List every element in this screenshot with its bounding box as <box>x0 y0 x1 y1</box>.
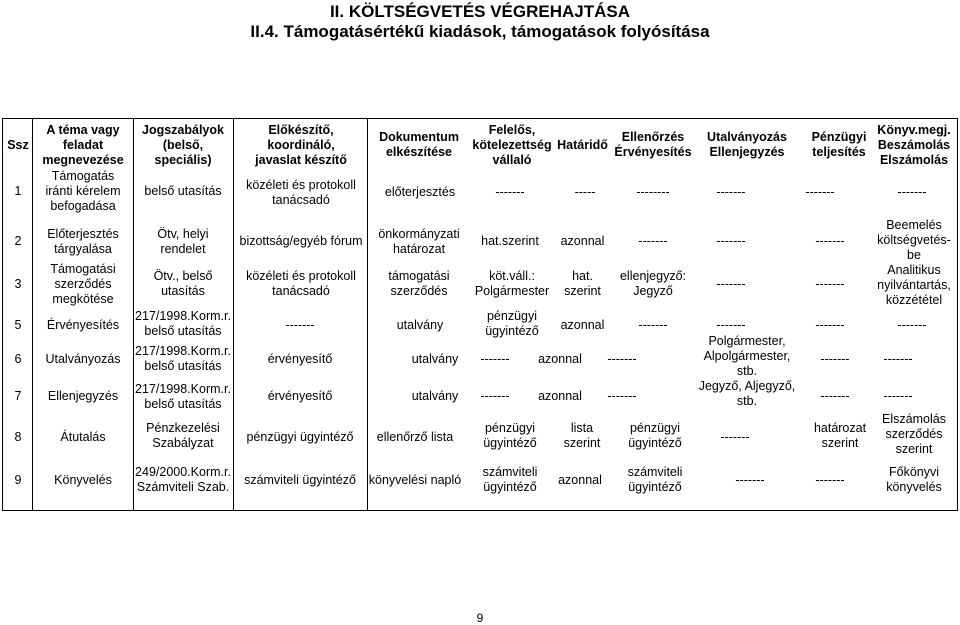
payment-cell: ------- <box>815 277 845 291</box>
responsible-cell: ------- <box>480 389 510 403</box>
responsible-cell: pénzügyi ügyintéző <box>485 309 539 338</box>
book-cell: Elszámolás szerződés szerint <box>882 412 946 456</box>
deadline-cell: azonnal <box>538 352 582 366</box>
responsible-cell: ------- <box>480 352 510 366</box>
document-cell: önkormányzati határozat <box>378 227 460 256</box>
book-cell: Beemelés költségvetés- be Analitikus nyilvántartás, közzététel <box>877 218 951 307</box>
preparer-cell: közéleti és protokoll tanácsadó <box>246 269 356 298</box>
header-hatarido: Határidő <box>557 138 608 152</box>
deadline-cell: azonnal <box>560 318 605 332</box>
header-jogszabalyok: Jogszabályok (belső, speciális) <box>142 123 224 167</box>
check-cell: ------- <box>638 234 668 248</box>
deadline-cell: lista szerint <box>563 421 601 450</box>
responsible-cell: hat.szerint <box>481 234 539 248</box>
task-name: Utalványozás <box>45 352 121 366</box>
payment-cell: ------- <box>815 318 845 332</box>
task-name: Könyvelés <box>54 473 112 487</box>
header-penzugyi: Pénzügyi teljesítés <box>811 130 867 159</box>
preparer-cell: közéleti és protokoll tanácsadó <box>246 178 356 207</box>
responsible-cell: ------- <box>495 185 525 199</box>
task-name: Ellenjegyzés <box>47 389 119 403</box>
document-cell: utalvány <box>411 389 459 403</box>
row-number: 3 <box>14 277 22 291</box>
book-cell: ------- <box>897 318 927 332</box>
row-number: 1 <box>14 184 22 198</box>
payment-cell: ------- <box>815 234 845 248</box>
grid-line <box>32 118 33 511</box>
law-cell: Ötv, helyi rendelet <box>157 227 209 256</box>
book-cell: ------- <box>883 389 913 403</box>
law-cell: Pénzkezelési Szabályzat <box>146 421 220 450</box>
header-ellenorzes: Ellenőrzés Érvényesítés <box>614 130 692 159</box>
task-name: Támogatási szerződés megkötése <box>50 262 116 306</box>
law-cell: 217/1998.Korm.r. belső utasítás <box>135 344 231 373</box>
row-number: 2 <box>14 234 22 248</box>
order-cell: ------- <box>716 277 746 291</box>
header-konyv: Könyv.megj. Beszámolás Elszámolás <box>877 123 951 167</box>
payment-cell: ------- <box>820 389 850 403</box>
grid-line <box>2 118 958 119</box>
law-cell: 249/2000.Korm.r. Számviteli Szab. <box>135 465 231 494</box>
law-cell: Ötv., belső utasítás <box>153 269 213 298</box>
task-name: Érvényesítés <box>46 318 120 332</box>
law-cell: belső utasítás <box>144 184 222 198</box>
book-cell: ------- <box>897 185 927 199</box>
grid-line <box>367 118 368 511</box>
header-felelos: Felelős, kötelezettség vállaló <box>472 123 552 167</box>
document-cell: utalvány <box>396 318 444 332</box>
deadline-cell: azonnal <box>558 473 602 487</box>
task-name: Átutalás <box>60 430 106 444</box>
row-number: 8 <box>14 430 22 444</box>
preparer-cell: bizottság/egyéb fórum <box>239 234 363 248</box>
row-number: 6 <box>14 352 22 366</box>
document-cell: ellenőrző lista <box>376 430 454 444</box>
book-cell: ------- <box>883 352 913 366</box>
grid-line <box>2 118 3 511</box>
preparer-cell: érvényesítő <box>267 352 333 366</box>
header-utalvanyozas: Utalványozás Ellenjegyzés <box>707 130 787 159</box>
order-cell: Polgármester, Alpolgármester, stb. Jegyző, Aljegyző, stb. <box>698 334 796 408</box>
grid-line <box>233 118 234 511</box>
document-cell: utalvány <box>411 352 459 366</box>
page-number: 9 <box>476 611 484 625</box>
preparer-cell: érvényesítő <box>267 389 333 403</box>
deadline-cell: ----- <box>574 185 596 199</box>
payment-cell: ------- <box>815 473 845 487</box>
check-cell: ------- <box>607 352 637 366</box>
payment-cell: ------- <box>805 185 835 199</box>
check-cell: ------- <box>638 318 668 332</box>
check-cell: pénzügyi ügyintéző <box>628 421 682 450</box>
document-cell: előterjesztés <box>384 185 456 199</box>
law-cell: 217/1998.Korm.r. belső utasítás <box>135 382 231 411</box>
book-cell: Főkönyvi könyvelés <box>886 465 942 494</box>
law-cell: 217/1998.Korm.r. belső utasítás <box>135 309 231 338</box>
check-cell: számviteli ügyintéző <box>627 465 683 494</box>
deadline-cell: hat. szerint <box>564 269 601 298</box>
deadline-cell: azonnal <box>538 389 582 403</box>
payment-cell: ------- <box>820 352 850 366</box>
grid-line <box>2 510 958 511</box>
order-cell: ------- <box>735 473 765 487</box>
task-name: Támogatás iránti kérelem befogadása <box>45 169 121 213</box>
responsible-cell: számviteli ügyintéző <box>482 465 538 494</box>
check-cell: ------- <box>607 389 637 403</box>
preparer-cell: pénzügyi ügyintéző <box>246 430 354 444</box>
header-elokeszito: Előkészítő, koordináló, javaslat készítő <box>255 123 347 167</box>
header-dokumentum: Dokumentum elkészítése <box>379 130 459 159</box>
order-cell: ------- <box>720 430 750 444</box>
deadline-cell: azonnal <box>560 234 605 248</box>
row-number: 7 <box>14 389 22 403</box>
row-number: 9 <box>14 473 22 487</box>
page-title: II. KÖLTSÉGVETÉS VÉGREHAJTÁSA <box>329 2 631 21</box>
document-cell: könyvelési napló <box>368 473 462 487</box>
document-cell: támogatási szerződés <box>388 269 450 298</box>
header-feladat: A téma vagy feladat megnevezése <box>42 123 124 167</box>
order-cell: ------- <box>716 318 746 332</box>
responsible-cell: köt.váll.: Polgármester <box>474 269 550 298</box>
row-number: 5 <box>14 318 22 332</box>
header-ssz: Ssz <box>7 138 29 152</box>
preparer-cell: ------- <box>285 318 315 332</box>
preparer-cell: számviteli ügyintéző <box>244 473 356 487</box>
check-cell: -------- <box>636 185 670 199</box>
order-cell: ------- <box>716 185 746 199</box>
payment-cell: határozat szerint <box>813 421 867 450</box>
task-name: Előterjesztés tárgyalása <box>47 227 119 256</box>
order-cell: ------- <box>716 234 746 248</box>
check-cell: ellenjegyző: Jegyző <box>619 269 686 298</box>
responsible-cell: pénzügyi ügyintéző <box>483 421 537 450</box>
page-subtitle: II.4. Támogatásértékű kiadások, támogatások folyósítása <box>250 22 710 41</box>
